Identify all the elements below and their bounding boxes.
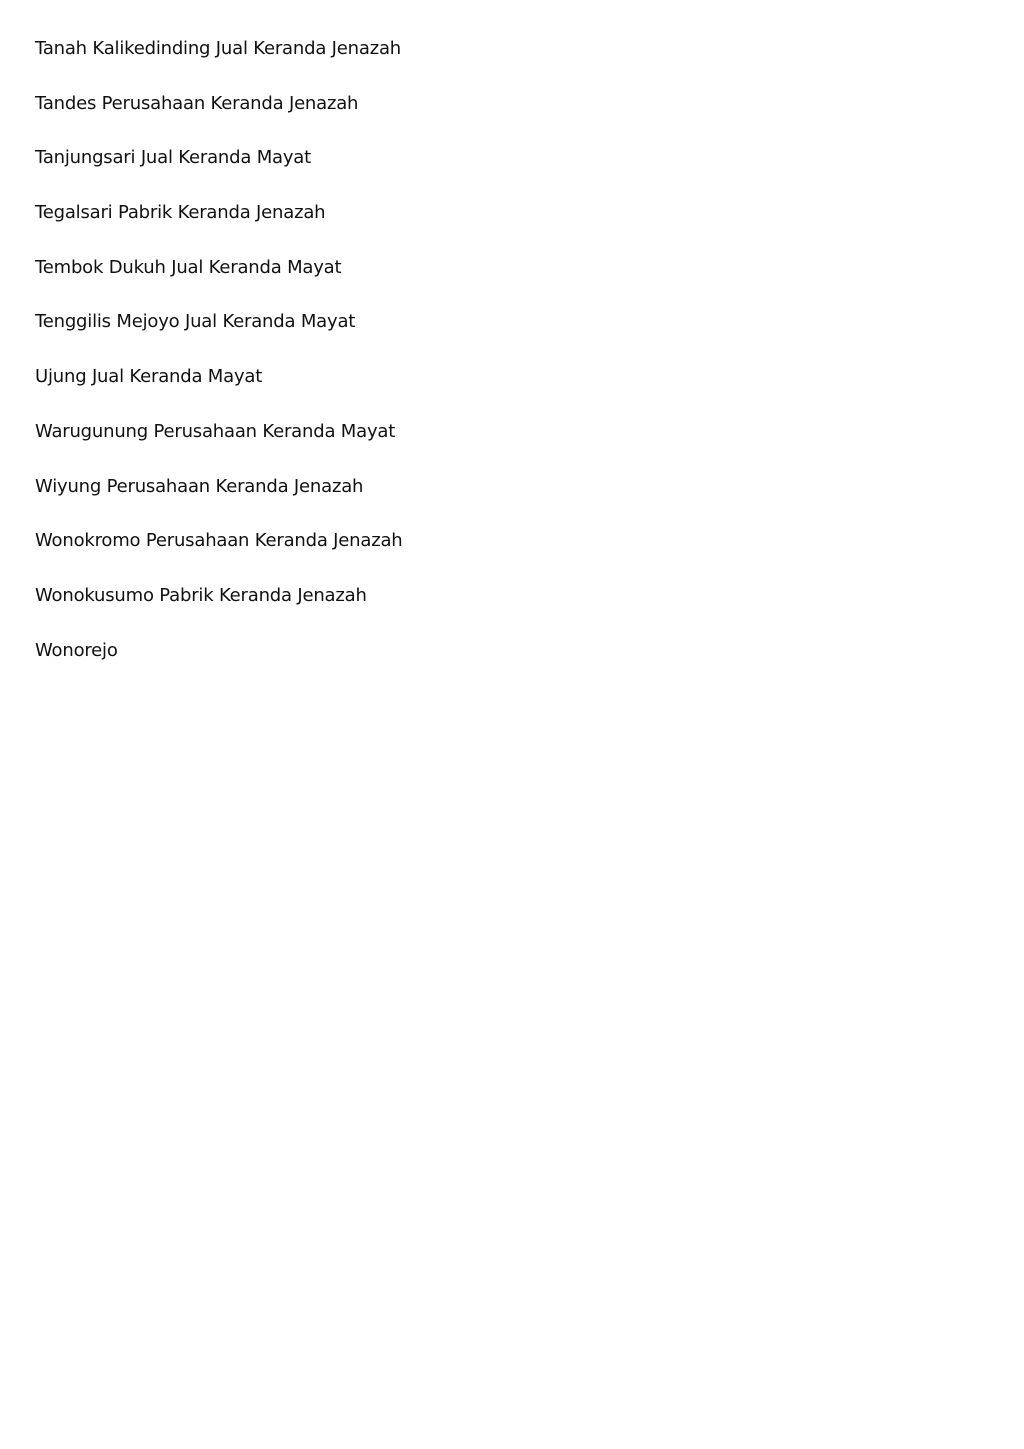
list-item: Ujung Jual Keranda Mayat [35,366,263,388]
list-item: Tembok Dukuh Jual Keranda Mayat [35,256,342,278]
list-item: Tegalsari Pabrik Keranda Jenazah [35,202,326,224]
list-item: Tanah Kalikedinding Jual Keranda Jenazah [35,38,401,59]
list-item: Tanjungsari Jual Keranda Mayat [35,147,311,169]
list-item: Tandes Perusahaan Keranda Jenazah [35,92,359,114]
location-list [35,37,403,693]
list-item: Tenggilis Mejoyo Jual Keranda Mayat [35,311,356,333]
list-item: Wonorejo [35,639,118,661]
list-item: Warugunung Perusahaan Keranda Mayat [35,420,396,442]
list-item: Wiyung Perusahaan Keranda Jenazah [35,475,364,497]
list-item: Wonokusumo Pabrik Keranda Jenazah [35,584,367,606]
list-item: Wonokromo Perusahaan Keranda Jenazah [35,530,403,552]
